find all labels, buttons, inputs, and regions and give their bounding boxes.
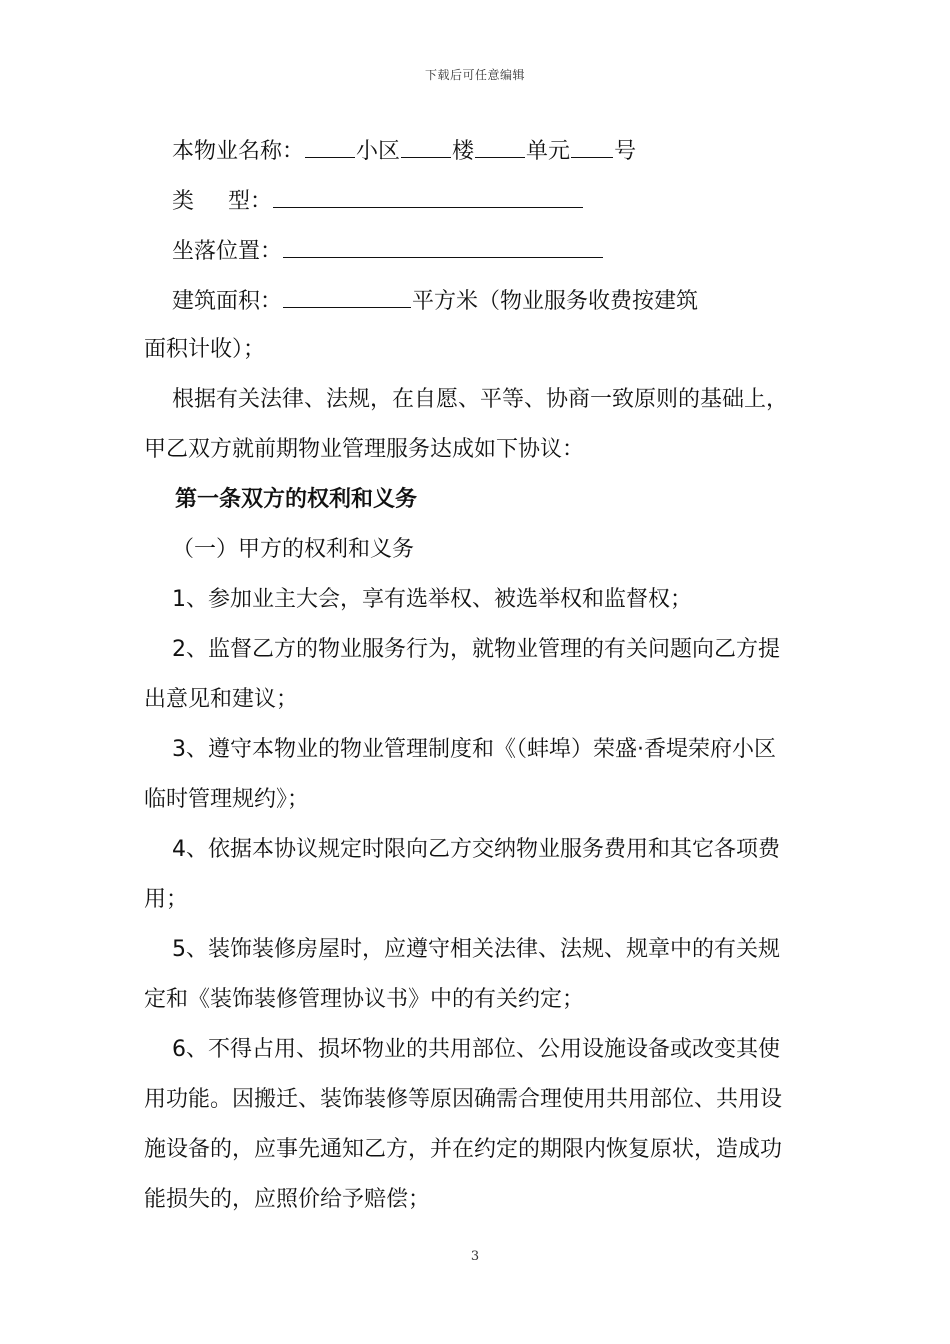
article-title: 第一条双方的权利和义务	[175, 487, 418, 512]
lou-label: 楼	[452, 139, 475, 164]
location-label: 坐落位置：	[172, 239, 283, 264]
item-4-line-2: 用；	[144, 887, 189, 912]
intro-line-2: 甲乙双方就前期物业管理服务达成如下协议：	[144, 437, 585, 462]
type-label-part2: 型：	[228, 189, 273, 214]
xiaoqu-label: 小区	[356, 139, 401, 164]
item-4-line-1: 4、依据本协议规定时限向乙方交纳物业服务费用和其它各项费	[172, 837, 780, 862]
intro-line-1: 根据有关法律、法规，在自愿、平等、协商一致原则的基础上，	[172, 387, 789, 412]
property-name-line	[172, 135, 636, 167]
blank-field	[283, 285, 411, 308]
area-line	[172, 285, 698, 317]
property-type-line	[172, 185, 584, 217]
item-1: 1、参加业主大会，享有选举权、被选举权和监督权；	[172, 587, 692, 612]
item-6-line-2: 用功能。因搬迁、装饰装修等原因确需合理使用共用部位、共用设	[144, 1087, 783, 1112]
blank-field	[475, 135, 525, 158]
item-3-line-2: 临时管理规约》；	[144, 787, 310, 812]
area-label: 建筑面积：	[172, 289, 283, 314]
page-number: 3	[470, 1249, 480, 1264]
property-name-label: 本物业名称：	[172, 139, 305, 164]
item-6-line-4: 能损失的，应照价给予赔偿；	[144, 1187, 431, 1212]
blank-field	[283, 235, 603, 258]
item-2-line-2: 出意见和建议；	[144, 687, 299, 712]
header-note: 下载后可任意编辑	[424, 68, 525, 82]
item-3-line-1: 3、遵守本物业的物业管理制度和《（蚌埠）荣盛·香堤荣府小区	[172, 737, 776, 762]
hao-label: 号	[614, 139, 637, 164]
blank-field	[273, 185, 583, 208]
section-subtitle: （一）甲方的权利和义务	[172, 537, 415, 562]
item-6-line-1: 6、不得占用、损坏物业的共用部位、公用设施设备或改变其使	[172, 1037, 780, 1062]
item-5-line-1: 5、装饰装修房屋时，应遵守相关法律、法规、规章中的有关规	[172, 937, 780, 962]
danyuan-label: 单元	[526, 139, 571, 164]
area-suffix: 平方米（物业服务收费按建筑	[412, 289, 699, 314]
blank-field	[571, 135, 613, 158]
item-6-line-3: 施设备的，应事先通知乙方，并在约定的期限内恢复原状，造成功	[144, 1137, 783, 1162]
blank-field	[401, 135, 451, 158]
type-label-part1: 类	[172, 189, 195, 214]
location-line	[172, 235, 604, 267]
area-continued: 面积计收）；	[144, 337, 266, 362]
item-2-line-1: 2、监督乙方的物业服务行为，就物业管理的有关问题向乙方提	[172, 637, 780, 662]
blank-field	[305, 135, 355, 158]
item-5-line-2: 定和《装饰装修管理协议书》中的有关约定；	[144, 987, 585, 1012]
